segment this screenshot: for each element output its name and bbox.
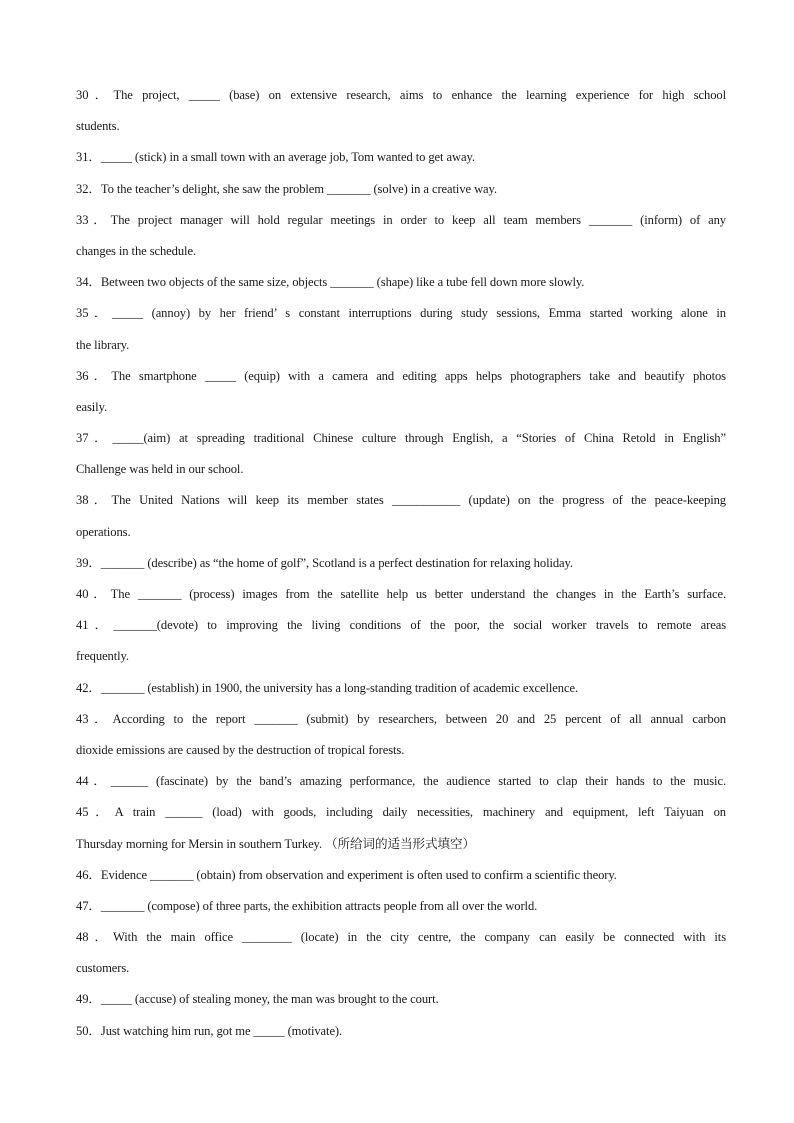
text-line: 43．According to the report _______ (submit) by researchers, between 20 and 25 percent of all annual carbon <box>76 711 726 726</box>
text-line: frequently. <box>76 649 129 664</box>
text-line: 48．With the main office ________ (locate) in the city centre, the company can easily be connected with its <box>76 930 726 945</box>
text-line: dioxide emissions are caused by the destruction of tropical forests. <box>76 742 405 757</box>
text-line: 31．_____ (stick) in a small town with an average job, Tom wanted to get away. <box>76 150 475 165</box>
text-line: 35．_____ (annoy) by her friend’ s constant interruptions during study sessions, Emma started working alone in <box>76 306 726 321</box>
text-line: 38．The United Nations will keep its member states ___________ (update) on the progress of the peace-keeping <box>76 493 726 508</box>
text-line: 37．_____(aim) at spreading traditional Chinese culture through English, a “Stories of China Retold in English” <box>76 431 726 446</box>
text-line: 36．The smartphone _____ (equip) with a camera and editing apps helps photographers take and beautify photos <box>76 368 726 383</box>
text-line: changes in the schedule. <box>76 243 196 258</box>
text-line: operations. <box>76 524 131 539</box>
text-line: 33．The project manager will hold regular meetings in order to keep all team members _______ (inform) of any <box>76 212 726 227</box>
text-line: customers. <box>76 961 130 976</box>
text-line: 49．_____ (accuse) of stealing money, the man was brought to the court. <box>76 992 439 1007</box>
text-line: 34．Between two objects of the same size, objects _______ (shape) like a tube fell down more slowly. <box>76 275 585 290</box>
text-line: 46．Evidence _______ (obtain) from observation and experiment is often used to confirm a scientific theory. <box>76 867 617 882</box>
text-line: 32．To the teacher’s delight, she saw the problem _______ (solve) in a creative way. <box>76 181 497 196</box>
text-line: 30．The project, _____ (base) on extensive research, aims to enhance the learning experience for high school <box>76 88 726 102</box>
text-line: 41．_______(devote) to improving the living conditions of the poor, the social worker travels to remote areas <box>76 618 726 633</box>
text-line: students. <box>76 119 120 134</box>
text-line: 40．The _______ (process) images from the satellite help us better understand the changes in the Earth’s surface. <box>76 587 726 601</box>
text-line: 44．______ (fascinate) by the band’s amazing performance, the audience started to clap their hands to the music. <box>76 774 726 789</box>
text-line: Thursday morning for Mersin in southern Turkey. （所给词的适当形式填空） <box>76 836 475 851</box>
text-line: 42．_______ (establish) in 1900, the university has a long-standing tradition of academic excellence. <box>76 680 579 695</box>
text-line: the library. <box>76 337 130 352</box>
text-line: 47．_______ (compose) of three parts, the exhibition attracts people from all over the world. <box>76 898 538 913</box>
text-line: 45．A train ______ (load) with goods, including daily necessities, machinery and equipment, left Taiyuan on <box>76 805 726 820</box>
text-line: easily. <box>76 399 108 414</box>
text-line: 39．_______ (describe) as “the home of golf”, Scotland is a perfect destination for relaxing holiday. <box>76 555 573 570</box>
text-line: Challenge was held in our school. <box>76 462 244 477</box>
exercise-list <box>76 80 726 1047</box>
text-line: 50．Just watching him run, got me _____ (motivate). <box>76 1023 343 1038</box>
